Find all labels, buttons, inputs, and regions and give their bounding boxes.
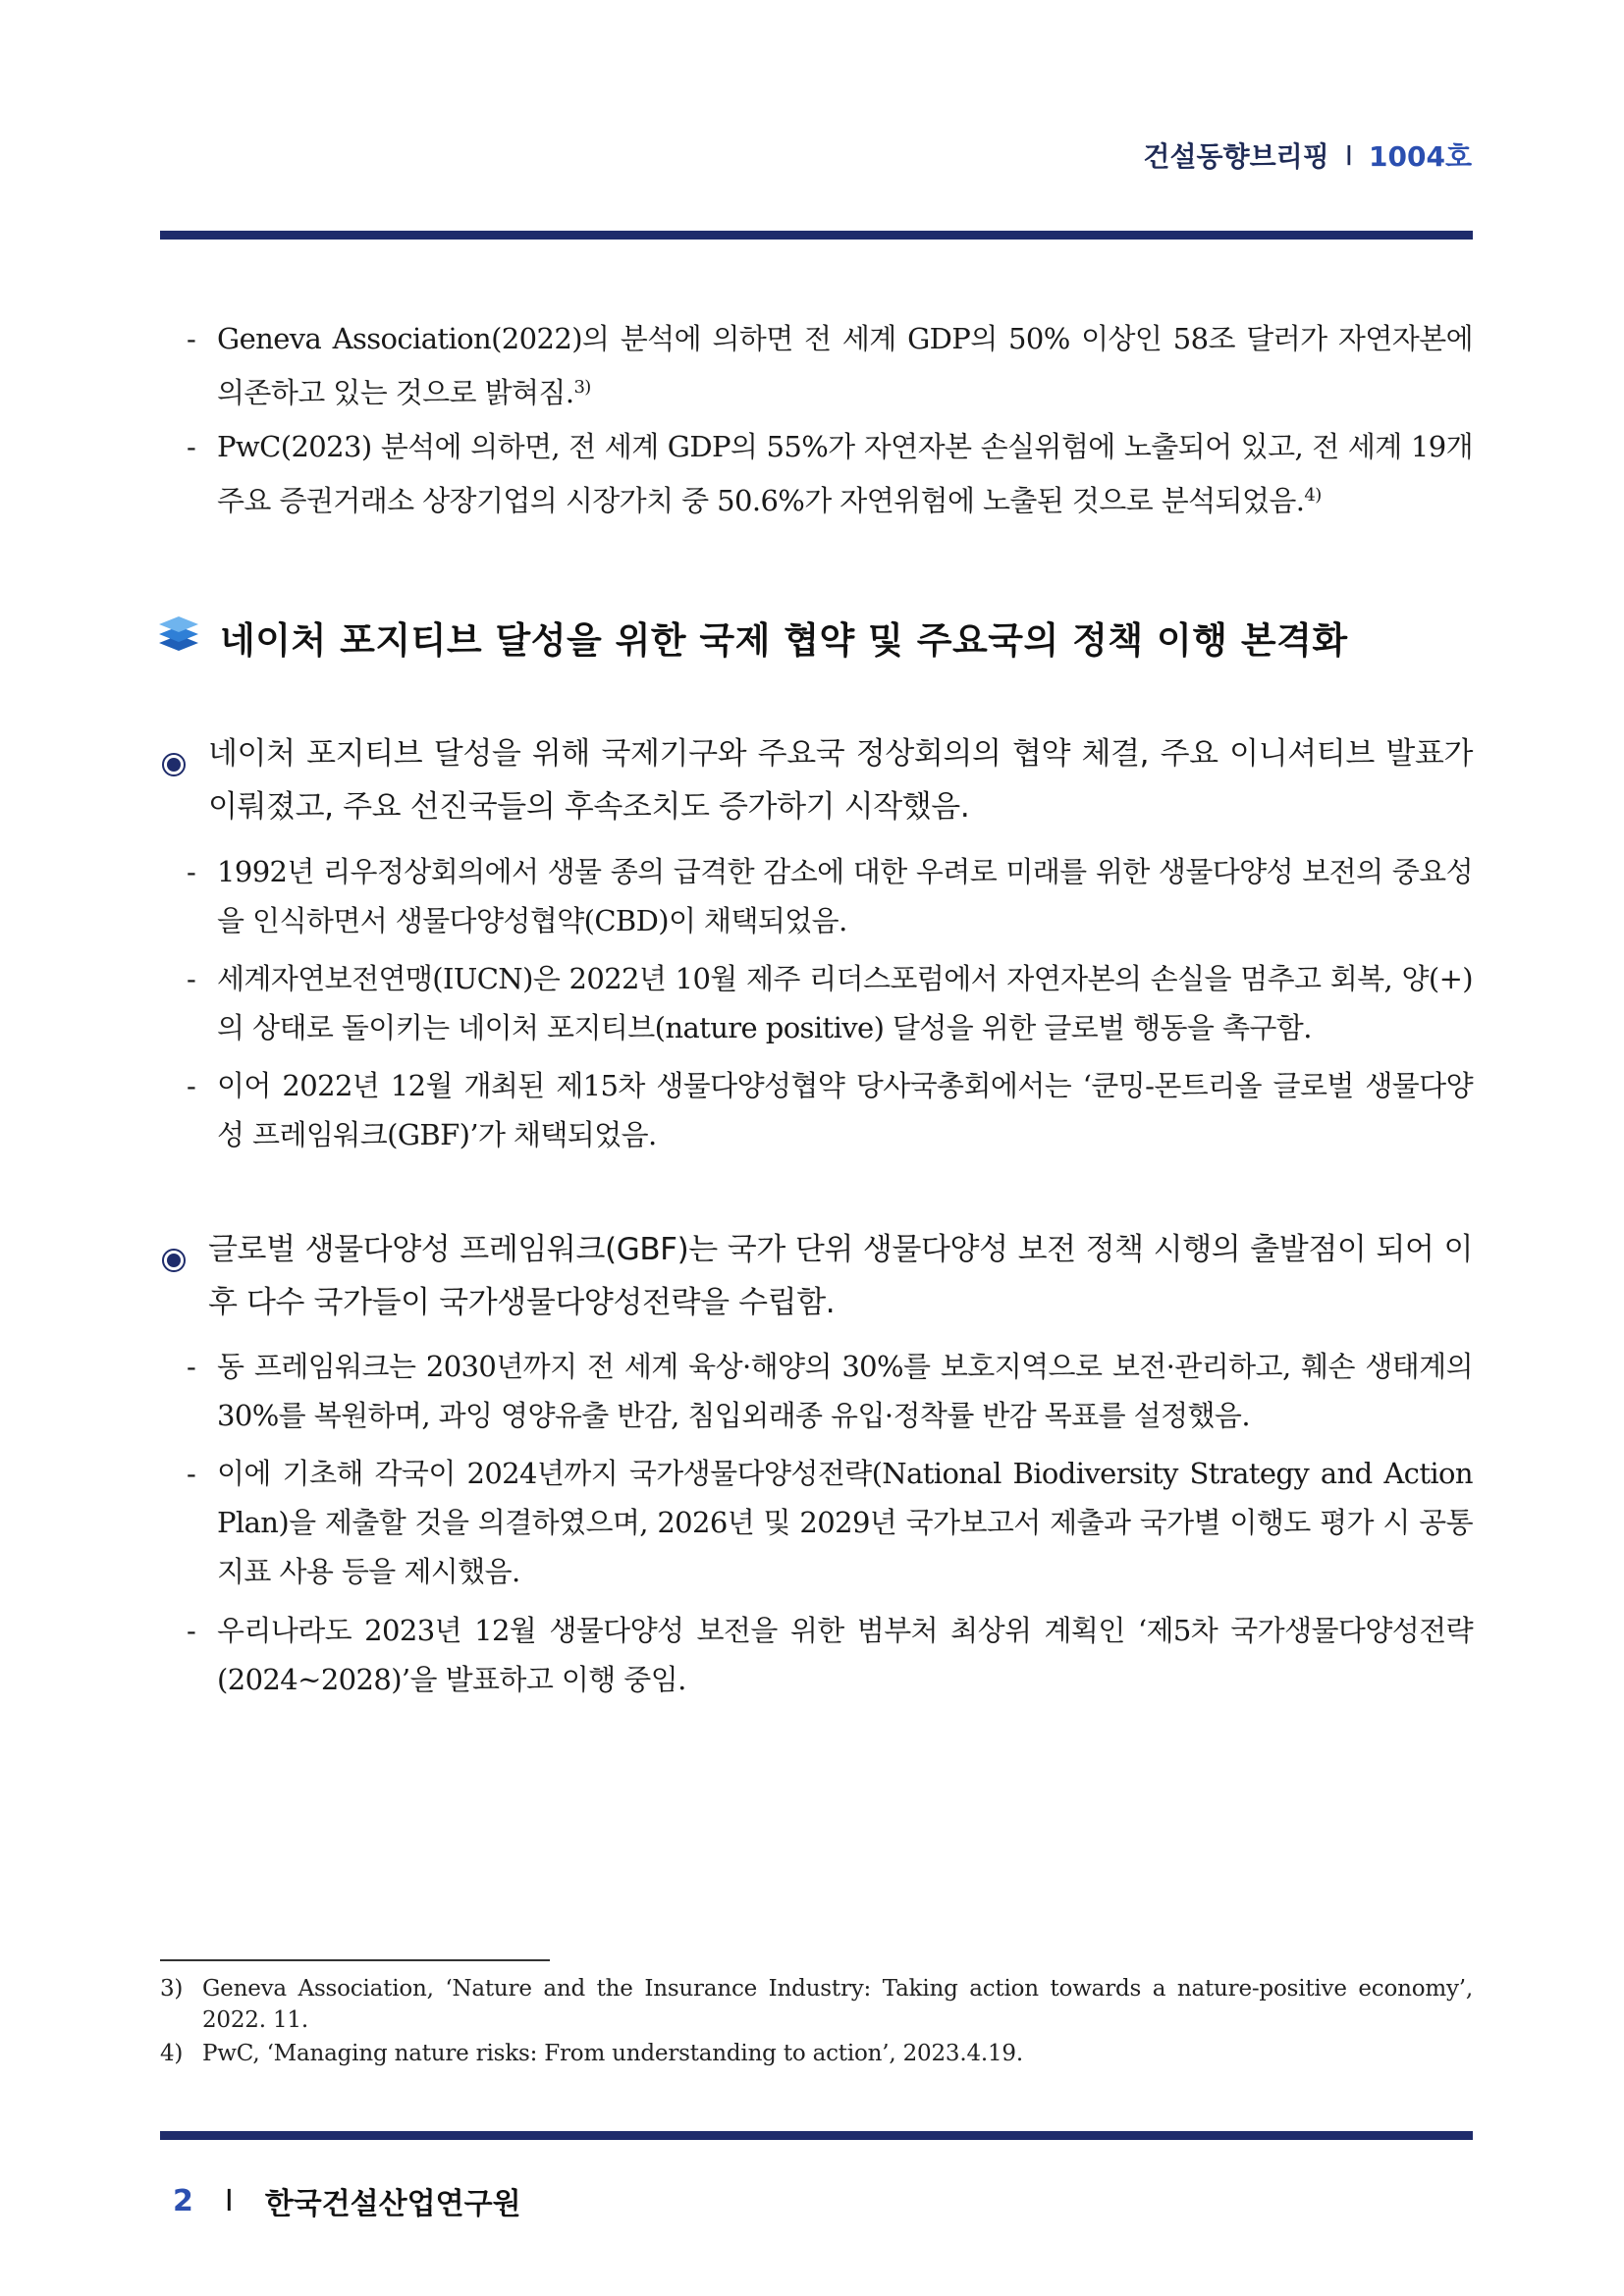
footnote-number: 3) xyxy=(160,1976,184,2002)
intro-item-text: Geneva Association(2022)의 분석에 의하면 전 세계 GDP의 50% 이상인 58조 달러가 자연자본에 의존하고 있는 것으로 밝혀짐. xyxy=(217,322,1473,409)
footnote-text: PwC, ‘Managing nature risks: From understanding to action’, 2023.4.19. xyxy=(202,2041,1023,2066)
stacked-layers-icon xyxy=(157,612,200,664)
detail-item xyxy=(187,1449,1473,1596)
circle-bullet-icon xyxy=(161,1237,187,1290)
dash-marker: - xyxy=(187,962,196,995)
key-point xyxy=(157,1223,1473,1329)
key-point-text: 네이처 포지티브 달성을 위해 국제기구와 주요국 정상회의의 협약 체결, 주요 이니셔티브 발표가 이뤄졌고, 주요 선진국들의 후속조치도 증가하기 시작했음. xyxy=(208,736,1473,825)
running-footer xyxy=(173,2179,521,2222)
footnote-ref[interactable]: 3) xyxy=(573,377,591,398)
footnote xyxy=(160,2038,1473,2069)
detail-item-text: 이어 2022년 12월 개최된 제15차 생물다양성협약 당사국총회에서는 ‘쿤밍-몬트리올 글로벌 생물다양성 프레임워크(GBF)’가 채택되었음. xyxy=(217,1069,1473,1151)
dash-marker: - xyxy=(187,430,196,463)
key-point xyxy=(157,727,1473,833)
footer-rule xyxy=(160,2131,1473,2140)
footnote-text: Geneva Association, ‘Nature and the Insurance Industry: Taking action towards a nature-positive economy’, 2022. 11. xyxy=(202,1976,1473,2033)
detail-item xyxy=(187,1061,1473,1159)
footnote-ref[interactable]: 4) xyxy=(1304,485,1322,506)
detail-item xyxy=(187,847,1473,945)
organization-name: 한국건설산업연구원 xyxy=(264,2187,521,2221)
header-separator: I xyxy=(1344,138,1354,172)
intro-item xyxy=(187,422,1473,525)
dash-marker: - xyxy=(187,1350,196,1383)
footnote-number: 4) xyxy=(160,2041,184,2066)
footnote-separator xyxy=(160,1959,550,1961)
detail-item-text: 동 프레임워크는 2030년까지 전 세계 육상·해양의 30%를 보호지역으로 보전·관리하고, 훼손 생태계의 30%를 복원하며, 과잉 영양유출 반감, 침입외래종 유입·정착률 반감 목표를 설정했음. xyxy=(217,1350,1473,1432)
key-point-text: 글로벌 생물다양성 프레임워크(GBF)는 국가 단위 생물다양성 보전 정책 시행의 출발점이 되어 이후 다수 국가들이 국가생물다양성전략을 수립함. xyxy=(208,1232,1473,1320)
detail-item-text: 세계자연보전연맹(IUCN)은 2022년 10월 제주 리더스포럼에서 자연자본의 손실을 멈추고 회복, 양(+)의 상태로 돌이키는 네이처 포지티브(nature positive) 달성을 위한 글로벌 행동을 촉구함. xyxy=(217,962,1473,1044)
footer-separator: I xyxy=(224,2183,234,2218)
dash-marker: - xyxy=(187,1614,196,1647)
publication-title: 건설동향브리핑 xyxy=(1143,140,1329,173)
dash-marker: - xyxy=(187,855,196,888)
circle-bullet-icon xyxy=(161,741,187,794)
dash-marker: - xyxy=(187,1457,196,1490)
intro-item-text: PwC(2023) 분석에 의하면, 전 세계 GDP의 55%가 자연자본 손실위험에 노출되어 있고, 전 세계 19개 주요 증권거래소 상장기업의 시장가치 중 50.6%가 자연위험에 노출된 것으로 분석되었음. xyxy=(217,430,1473,517)
detail-item xyxy=(187,1342,1473,1440)
detail-item-text: 우리나라도 2023년 12월 생물다양성 보전을 위한 범부처 최상위 계획인 ‘제5차 국가생물다양성전략(2024~2028)’을 발표하고 이행 중임. xyxy=(217,1614,1473,1696)
header-rule xyxy=(160,231,1473,240)
section-title: 네이처 포지티브 달성을 위한 국제 협약 및 주요국의 정책 이행 본격화 xyxy=(220,619,1348,662)
intro-item xyxy=(187,314,1473,417)
detail-item xyxy=(187,954,1473,1052)
detail-item xyxy=(187,1606,1473,1704)
dash-marker: - xyxy=(187,1069,196,1102)
running-header xyxy=(1143,135,1472,175)
page-number: 2 xyxy=(173,2183,193,2218)
issue-number: 1004호 xyxy=(1369,140,1472,173)
dash-marker: - xyxy=(187,322,196,355)
footnote xyxy=(160,1973,1473,2036)
detail-item-text: 1992년 리우정상회의에서 생물 종의 급격한 감소에 대한 우려로 미래를 위한 생물다양성 보전의 중요성을 인식하면서 생물다양성협약(CBD)이 채택되었음. xyxy=(217,855,1473,937)
section-heading xyxy=(157,611,1348,664)
detail-item-text: 이에 기초해 각국이 2024년까지 국가생물다양성전략(National Biodiversity Strategy and Action Plan)을 제출할 것을 의결하였으며, 2026년 및 2029년 국가보고서 제출과 국가별 이행도 평가 시 공통 지표 사용 등을 제시했음. xyxy=(217,1457,1473,1588)
